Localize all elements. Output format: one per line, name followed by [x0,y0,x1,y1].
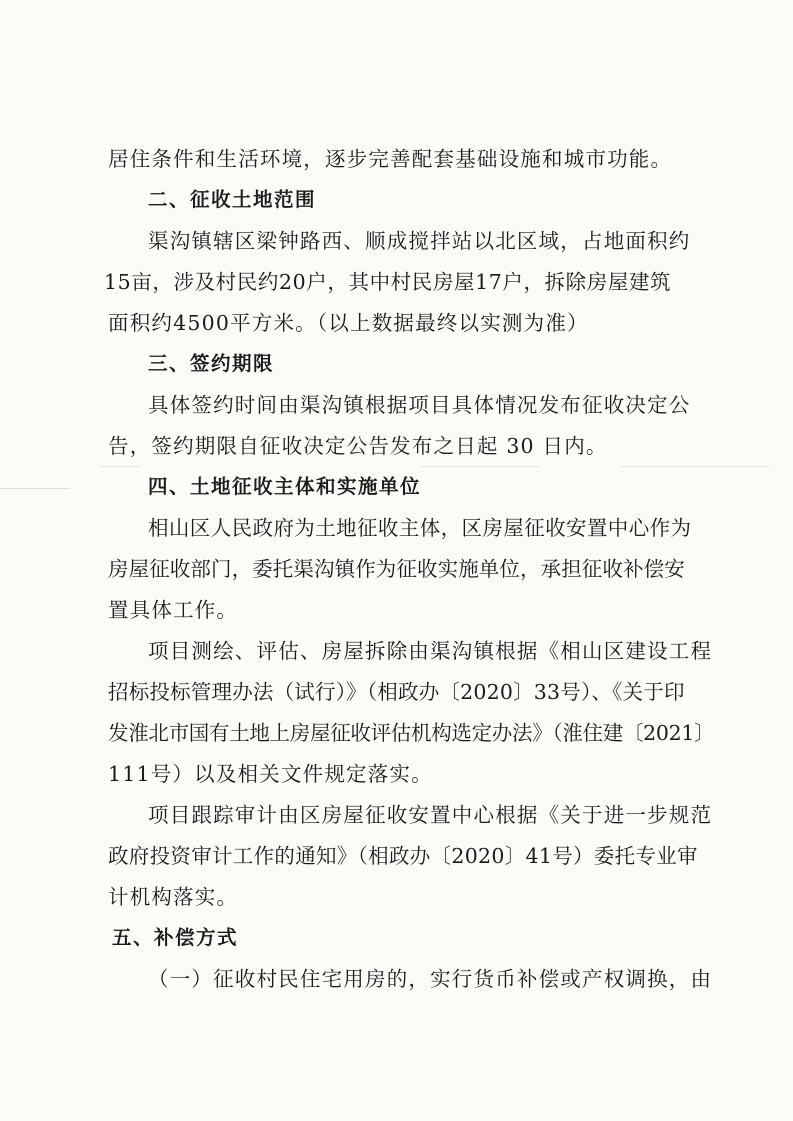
paragraph-line: 相山区人民政府为土地征收主体，区房屋征收安置中心作为 [148,516,692,540]
section-heading-signing-period: 三、签约期限 [148,352,275,375]
section-heading-subject-and-unit: 四、土地征收主体和实施单位 [148,475,422,498]
section-heading-compensation-method: 五、补偿方式 [112,926,239,949]
paragraph-line: 渠沟镇辖区梁钟路西、顺成搅拌站以北区域，占地面积约 [148,229,691,253]
paragraph-line: 111号）以及相关文件规定落实。 [108,762,433,786]
paragraph-line: 具体签约时间由渠沟镇根据项目具体情况发布征收决定公 [148,393,691,417]
scan-speck [420,466,540,467]
paragraph-line: 招标投标管理办法（试行）》（相政办〔2020〕33号）、《关于印 [108,680,685,704]
scan-speck [100,466,140,467]
section-heading-land-scope: 二、征收土地范围 [148,188,317,211]
paragraph-line: 告，签约期限自征收决定公告发布之日起 30 日内。 [108,434,608,458]
paragraph-line: 项目测绘、评估、房屋拆除由渠沟镇根据《相山区建设工程 [148,639,713,663]
paragraph-line: 置具体工作。 [108,598,239,622]
paragraph-line: 计机构落实。 [108,885,239,909]
scan-speck [0,488,70,489]
paragraph-line: 发淮北市国有土地上房屋征收评估机构选定办法》（淮住建〔2021〕 [108,721,715,745]
paragraph-line: 政府投资审计工作的通知》（相政办〔2020〕41号）委托专业审 [108,844,698,868]
paragraph-line: 项目跟踪审计由区房屋征收安置中心根据《关于进一步规范 [148,803,713,827]
scan-speck [620,466,770,467]
paragraph-line: 房屋征收部门，委托渠沟镇作为征收实施单位，承担征收补偿安 [108,557,685,581]
paragraph-line: 面积约4500平方米。（以上数据最终以实测为准） [108,311,589,335]
paragraph-line: 居住条件和生活环境，逐步完善配套基础设施和城市功能。 [108,147,673,171]
paragraph-line: 15亩，涉及村民约20户，其中村民房屋17户，拆除房屋建筑 [104,270,672,294]
paragraph-line: （一）征收村民住宅用房的，实行货币补偿或产权调换，由 [148,967,713,991]
